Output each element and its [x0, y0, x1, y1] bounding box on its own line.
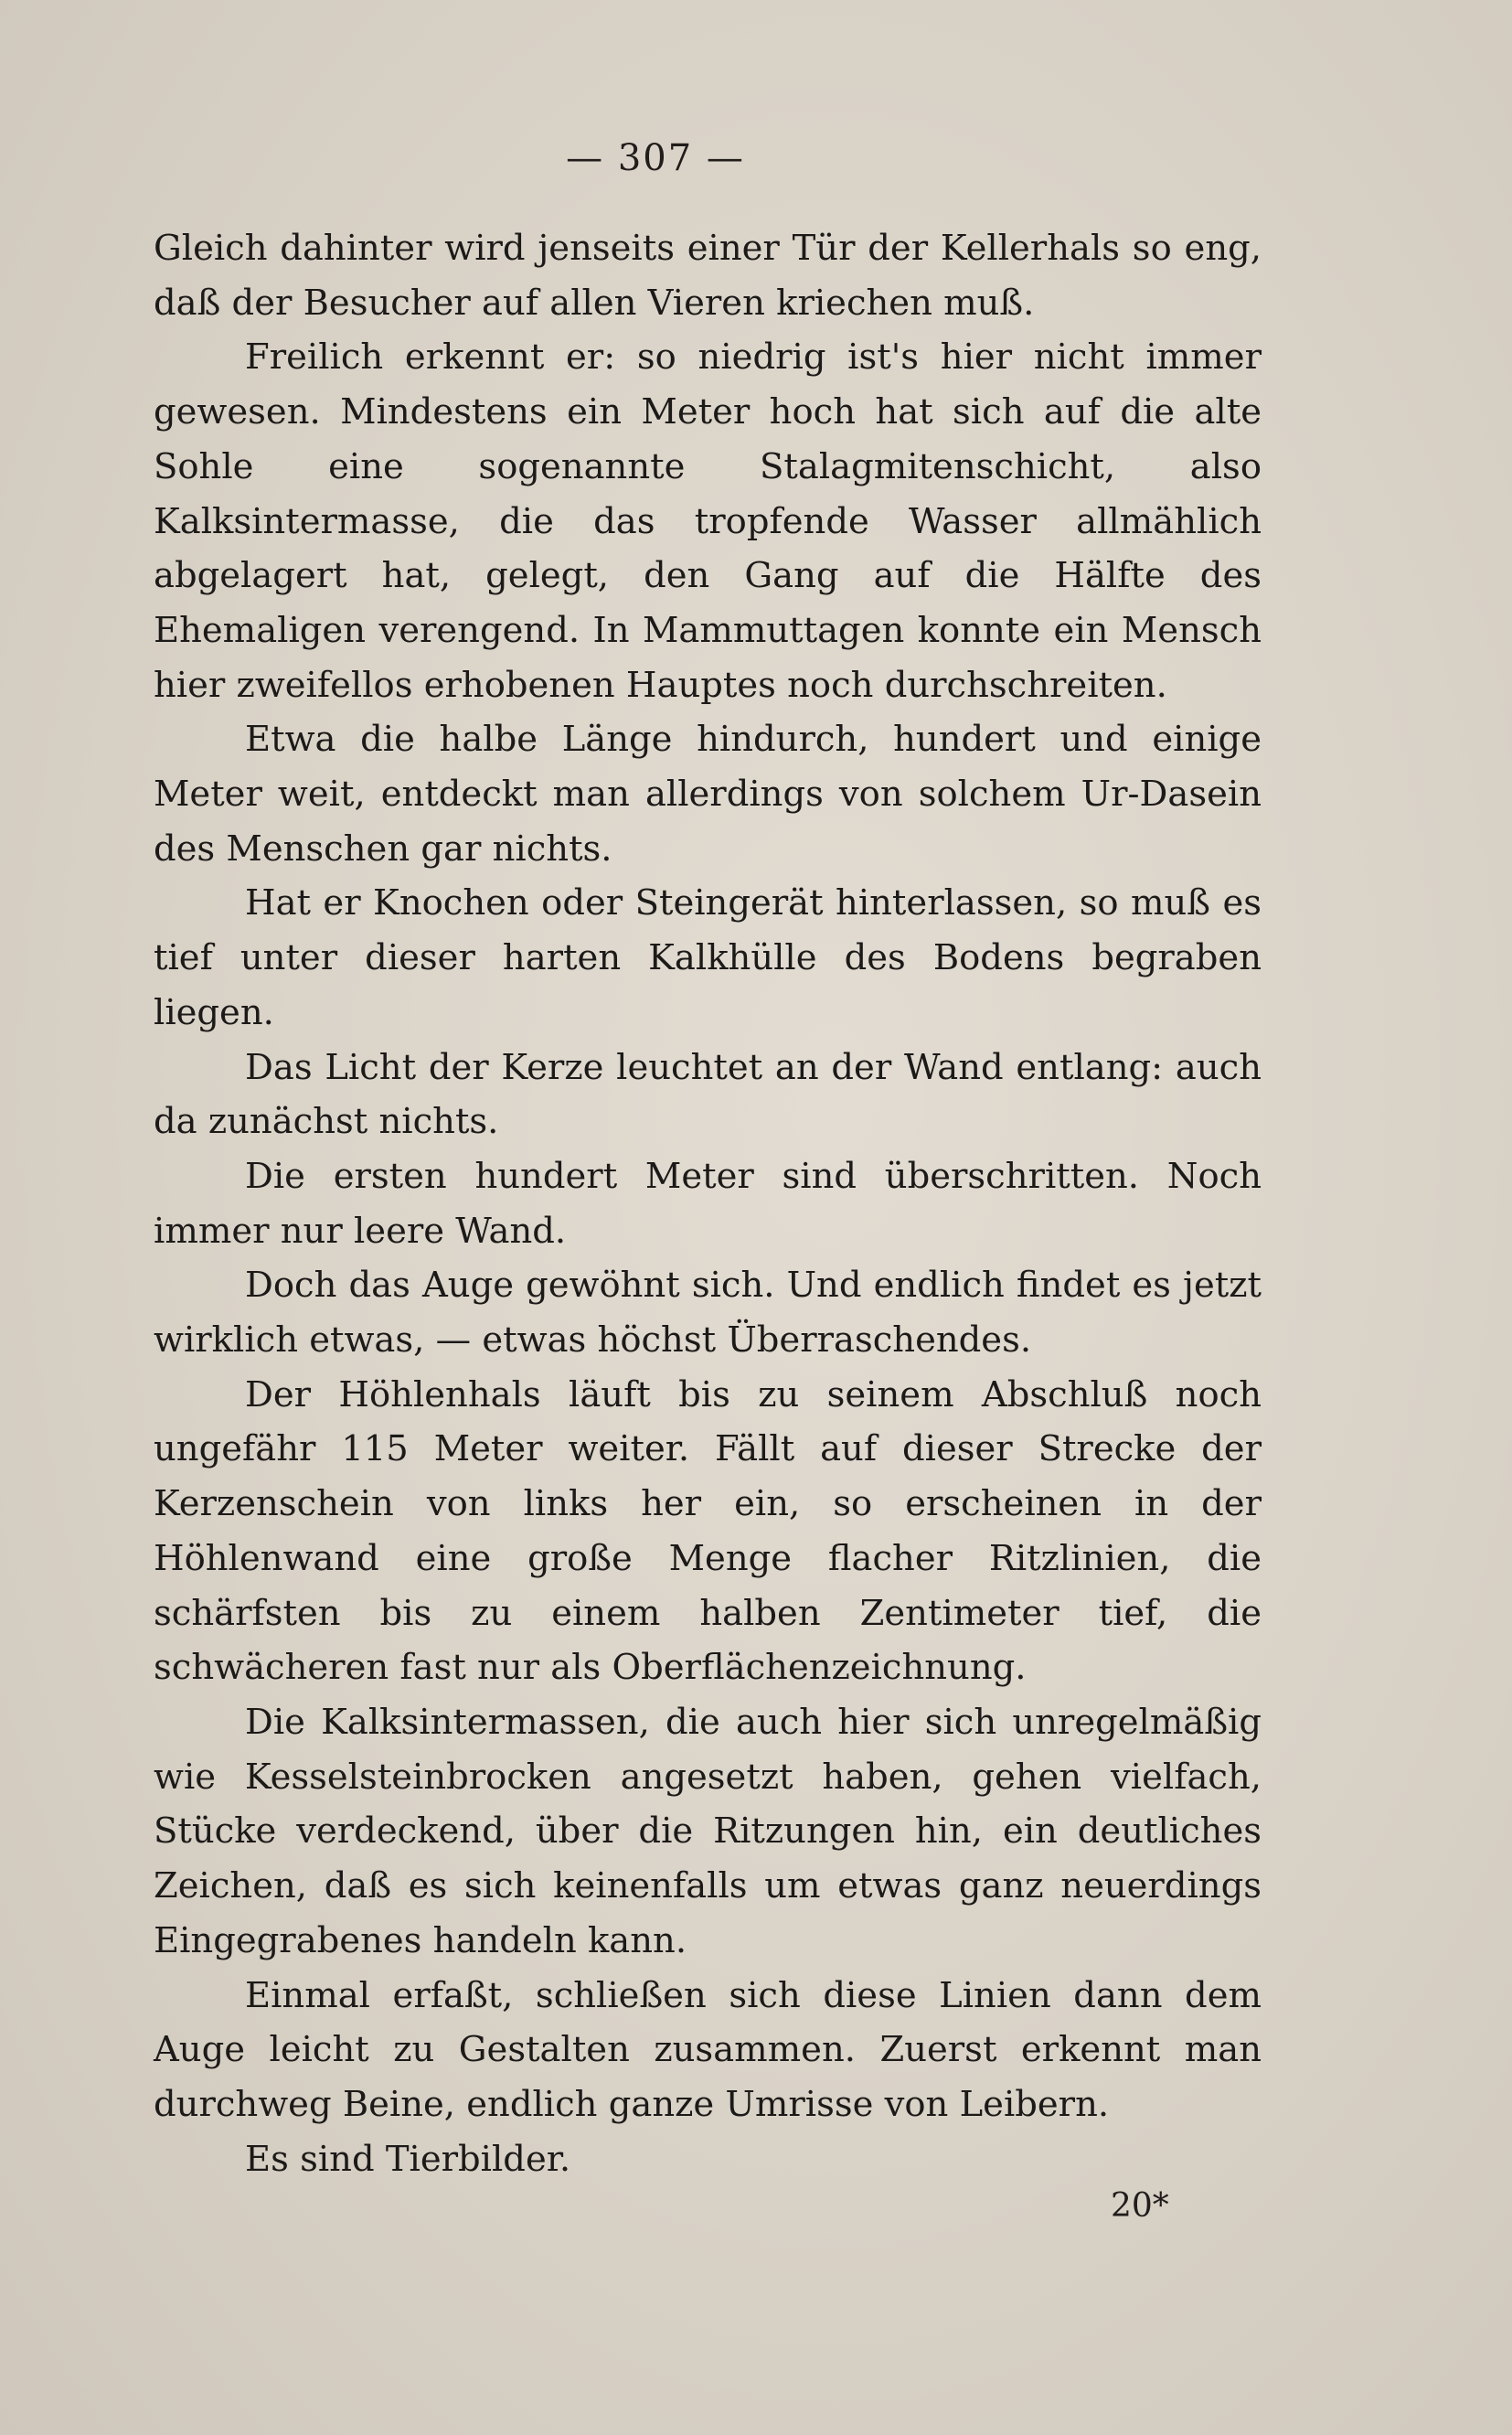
signature-mark: 20* — [1111, 2187, 1169, 2225]
body-text — [154, 221, 1262, 2186]
paragraph: Freilich erkennt er: so niedrig ist's hier nicht immer gewesen. Mindestens ein Meter hoch hat sich auf die alte Sohle eine sogenannte Stalagmitenschicht, also Kalksintermasse, die das tropfende Wasser allmählich abgelagert hat, gelegt, den Gang auf die Hälfte des Ehemaligen verengend. In Mammuttagen konnte ein Mensch hier zweifellos erhobenen Hauptes noch durchschreiten. — [154, 336, 1262, 706]
paragraph: Hat er Knochen oder Steingerät hinterlassen, so muß es tief unter dieser harten Kalkhülle des Bodens begraben liegen. — [154, 882, 1262, 1033]
page-number-header: — 307 — — [566, 137, 745, 179]
paragraph: Die Kalksintermassen, die auch hier sich unregelmäßig wie Kesselsteinbrocken angesetzt haben, gehen vielfach, Stücke verdeckend, über die Ritzungen hin, ein deutliches Zeichen, daß es sich keinenfalls um etwas ganz neuerdings Eingegrabenes handeln kann. — [154, 1701, 1262, 1961]
paragraph: Etwa die halbe Länge hindurch, hundert und einige Meter weit, entdeckt man allerdings von solchem Ur-Dasein des Menschen gar nichts. — [154, 719, 1262, 870]
paragraph: Doch das Auge gewöhnt sich. Und endlich findet es jetzt wirklich etwas, — etwas höchst Überraschendes. — [154, 1265, 1262, 1362]
paragraph: Das Licht der Kerze leuchtet an der Wand entlang: auch da zunächst nichts. — [154, 1046, 1262, 1143]
paragraph: Es sind Tierbilder. — [245, 2138, 571, 2180]
paragraph: Der Höhlenhals läuft bis zu seinem Abschluß noch ungefähr 115 Meter weiter. Fällt auf dieser Strecke der Kerzenschein von links her ein, so erscheinen in der Höhlenwand eine große Menge flacher Ritzlinien, die schärfsten bis zu einem halben Zentimeter tief, die schwächeren fast nur als Oberflächenzeichnung. — [154, 1373, 1262, 1689]
paragraph: Die ersten hundert Meter sind überschritten. Noch immer nur leere Wand. — [154, 1155, 1262, 1252]
paragraph: Gleich dahinter wird jenseits einer Tür der Kellerhals so eng, daß der Besucher auf allen Vieren kriechen muß. — [154, 228, 1262, 324]
paragraph: Einmal erfaßt, schließen sich diese Linien dann dem Auge leicht zu Gestalten zusammen. Zuerst erkennt man durchweg Beine, endlich ganze Umrisse von Leibern. — [154, 1974, 1262, 2125]
